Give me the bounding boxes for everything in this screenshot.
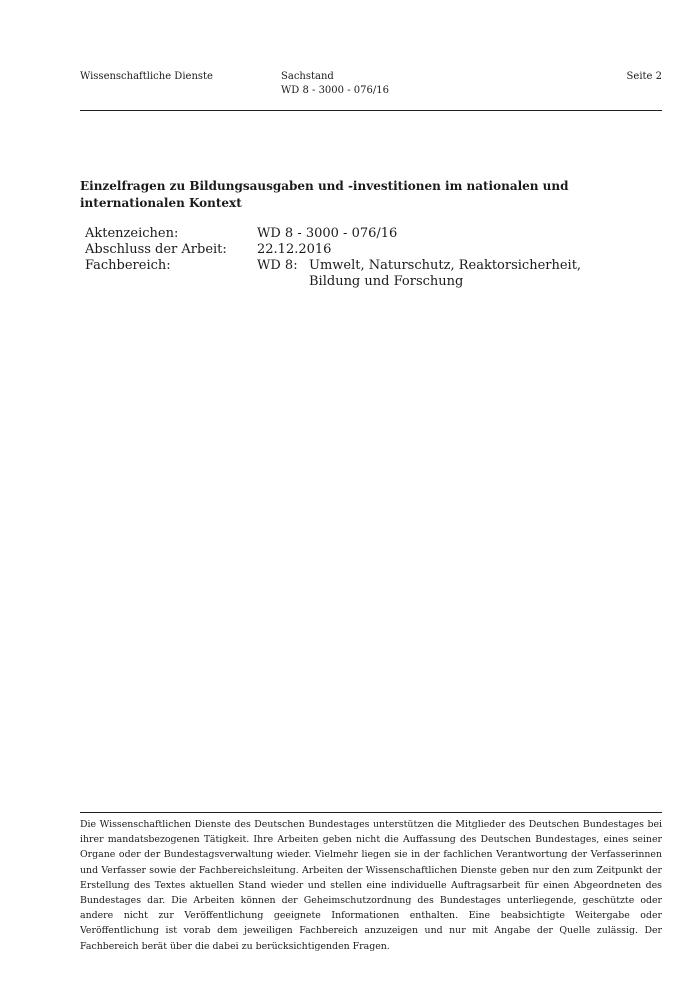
disclaimer-footer: Die Wissenschaftlichen Dienste des Deutschen Bundestages unterstützen die Mitglieder des Deutschen Bundestages bei ihrer mandatsbezogenen Tätigkeit. Ihre Arbeiten geben nicht die Auffassung des Deutschen Bundestages, eines seiner Organe oder der Bundestagsverwaltung wieder. Vielmehr liegen sie in der fachlichen Verantwortung der Verfasserinnen und Verfasser sowie der Fachbereichsleitung. Arbeiten der Wissenschaftlichen Dienste geben nur den zum Zeitpunkt der Erstellung des Textes aktuellen Stand wieder und stellen eine individuelle Auftragsarbeit für einen Abgeordneten des Bundestages dar. Die Arbeiten können der Geheimschutzordnung des Bundestages unterliegende, geschützte oder andere nicht zur Veröffentlichung geeignete Informationen enthalten. Eine beabsichtigte Weitergabe oder Veröffentlichung ist vorab dem jeweiligen Fachbereich anzuzeigen und nur mit Angabe der Quelle zulässig. Der Fachbereich berät über die dabei zu berücksichtigenden Fragen. [80,812,662,954]
header-doc-ref: WD 8 - 3000 - 076/16 [281,85,389,96]
aktenzeichen-value: WD 8 - 3000 - 076/16 [257,226,398,241]
abschluss-value: 22.12.2016 [257,242,332,257]
fachbereich-code: WD 8: [257,258,298,273]
fachbereich-label: Fachbereich: [85,258,171,273]
fachbereich-line2: Bildung und Forschung [309,274,464,289]
abschluss-label: Abschluss der Arbeit: [85,242,227,257]
header-doc-type: Sachstand [281,71,334,82]
header-doc-info [281,70,389,98]
header-page-number: Seite 2 [626,71,662,82]
page-header [80,70,662,111]
document-title: Einzelfragen zu Bildungsausgaben und -investitionen im nationalen und internationalen Kontext [80,179,569,210]
header-org: Wissenschaftliche Dienste [80,71,213,82]
fachbereich-line1: Umwelt, Naturschutz, Reaktorsicherheit, [309,258,582,273]
aktenzeichen-label: Aktenzeichen: [85,226,179,241]
